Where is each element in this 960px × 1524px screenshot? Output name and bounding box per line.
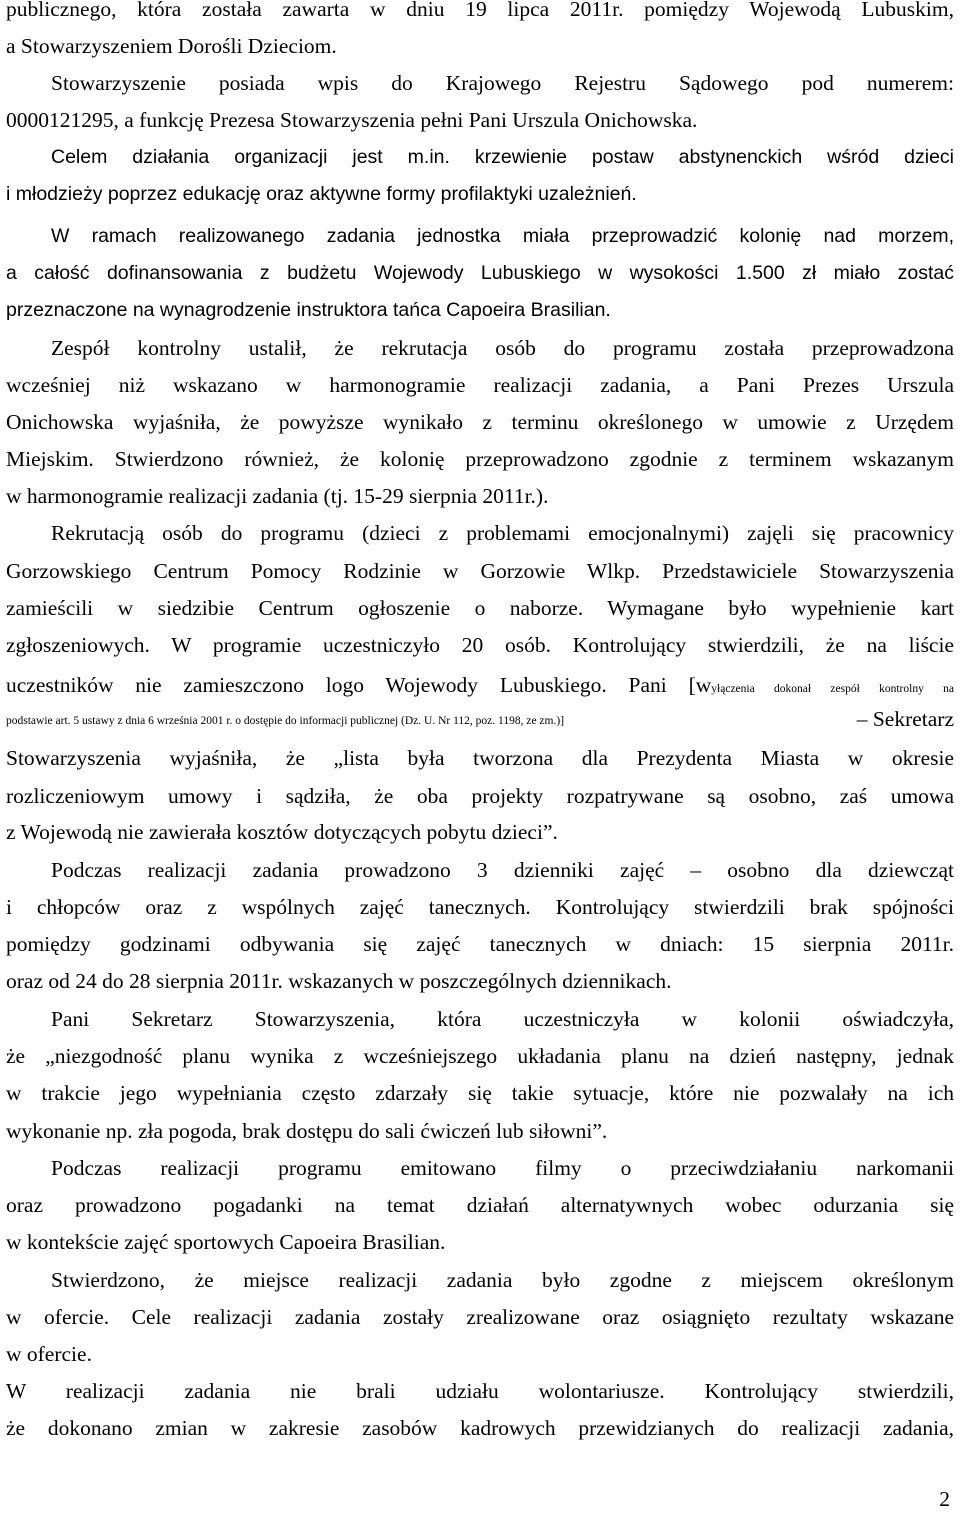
redaction-note: yłączenia dokonał zespół kontrolny na [711, 683, 954, 695]
text-line: Miejskim. Stwierdzono również, że kolonię przeprowadzono zgodnie z terminem wskazanym [6, 447, 954, 471]
text-line: Onichowska wyjaśniła, że powyższe wynikało z terminu określonego w umowie z Urzędem [6, 410, 954, 434]
text-line: rozliczeniowym umowy i sądziła, że oba projekty rozpatrywane są osobno, zaś umowa [6, 784, 954, 808]
redaction-note [6, 706, 954, 736]
document-page [6, 0, 954, 1524]
text-line: W realizacji zadania nie brali udziału wolontariusze. Kontrolujący stwierdzili, [6, 1379, 954, 1403]
text-line: Podczas realizacji zadania prowadzono 3 dzienniki zajęć – osobno dla dziewcząt [51, 858, 954, 882]
text-line: a Stowarzyszeniem Dorośli Dzieciom. [6, 34, 337, 58]
text-line: w harmonogramie realizacji zadania (tj. 15-29 sierpnia 2011r.). [6, 484, 549, 508]
text-line: wykonanie np. zła pogoda, brak dostępu do sali ćwiczeń lub siłowni”. [6, 1119, 608, 1143]
text-line-redaction [6, 670, 954, 700]
text-line: przeznaczone na wynagrodzenie instruktora tańca Capoeira Brasilian. [6, 299, 611, 321]
text-line: oraz prowadzono pogadanki na temat działań alternatywnych wobec odurzania się [6, 1193, 954, 1217]
redaction-note-text: podstawie art. 5 ustawy z dnia 6 września 2001 r. o dostępie do informacji publicznej (Dz. U. Nr 112, poz. 1198, ze zm.)] [6, 715, 565, 727]
text-line: zgłoszeniowych. W programie uczestniczyło 20 osób. Kontrolujący stwierdzili, że na liście [6, 633, 954, 657]
text-line: w trakcie jego wypełniania często zdarzały się takie sytuacje, które nie pozwalały na ich [6, 1081, 954, 1105]
text-line: Celem działania organizacji jest m.in. krzewienie postaw abstynenckich wśród dzieci [51, 146, 954, 168]
text-line: Gorzowskiego Centrum Pomocy Rodzinie w Gorzowie Wlkp. Przedstawiciele Stowarzyszenia [6, 559, 954, 583]
text-line: i młodzieży poprzez edukację oraz aktywne formy profilaktyki uzależnień. [6, 183, 637, 205]
text-line: Rekrutacją osób do programu (dzieci z problemami emocjonalnymi) zajęli się pracownicy [51, 521, 954, 545]
text-line: Stwierdzono, że miejsce realizacji zadania było zgodne z miejscem określonym [51, 1268, 954, 1292]
text-line: Stowarzyszenie posiada wpis do Krajowego Rejestru Sądowego pod numerem: [51, 71, 954, 95]
text-line: pomiędzy godzinami odbywania się zajęć tanecznych w dniach: 15 sierpnia 2011r. [6, 932, 954, 956]
text-line: że dokonano zmian w zakresie zasobów kadrowych przewidzianych do realizacji zadania, [6, 1416, 954, 1440]
text-line: 0000121295, a funkcję Prezesa Stowarzyszenia pełni Pani Urszula Onichowska. [6, 108, 698, 132]
text-fragment: – Sekretarz [856, 707, 954, 731]
text-line: a całość dofinansowania z budżetu Wojewody Lubuskiego w wysokości 1.500 zł miało zostać [6, 262, 954, 284]
text-line: Pani Sekretarz Stowarzyszenia, która uczestniczyła w kolonii oświadczyła, [51, 1007, 954, 1031]
text-line: w ofercie. Cele realizacji zadania zostały zrealizowane oraz osiągnięto rezultaty wskazane [6, 1305, 954, 1329]
text-line: Zespół kontrolny ustalił, że rekrutacja osób do programu została przeprowadzona [51, 336, 954, 360]
text-line: w kontekście zajęć sportowych Capoeira Brasilian. [6, 1230, 446, 1254]
text-line: Stowarzyszenia wyjaśniła, że „lista była tworzona dla Prezydenta Miasta w okresie [6, 746, 954, 770]
text-line: publicznego, która została zawarta w dniu 19 lipca 2011r. pomiędzy Wojewodą Lubuskim, [6, 0, 954, 21]
page-number: 2 [939, 1487, 950, 1511]
text-line: zamieścili w siedzibie Centrum ogłoszenie o naborze. Wymagane było wypełnienie kart [6, 596, 954, 620]
text-line: że „niezgodność planu wynika z wcześniejszego układania planu na dzień następny, jednak [6, 1044, 954, 1068]
text-line: i chłopców oraz z wspólnych zajęć tanecznych. Kontrolujący stwierdzili brak spójności [6, 895, 954, 919]
text-line: z Wojewodą nie zawierała kosztów dotyczących pobytu dzieci”. [6, 820, 558, 844]
text-fragment: uczestników nie zamieszczono logo Wojewody Lubuskiego. Pani [w [6, 673, 712, 697]
text-line: w ofercie. [6, 1342, 92, 1366]
text-line: Podczas realizacji programu emitowano filmy o przeciwdziałaniu narkomanii [51, 1156, 954, 1180]
text-line: wcześniej niż wskazano w harmonogramie realizacji zadania, a Pani Prezes Urszula [6, 373, 954, 397]
text-line: oraz od 24 do 28 sierpnia 2011r. wskazanych w poszczególnych dziennikach. [6, 969, 672, 993]
text-line: W ramach realizowanego zadania jednostka miała przeprowadzić kolonię nad morzem, [51, 225, 954, 247]
